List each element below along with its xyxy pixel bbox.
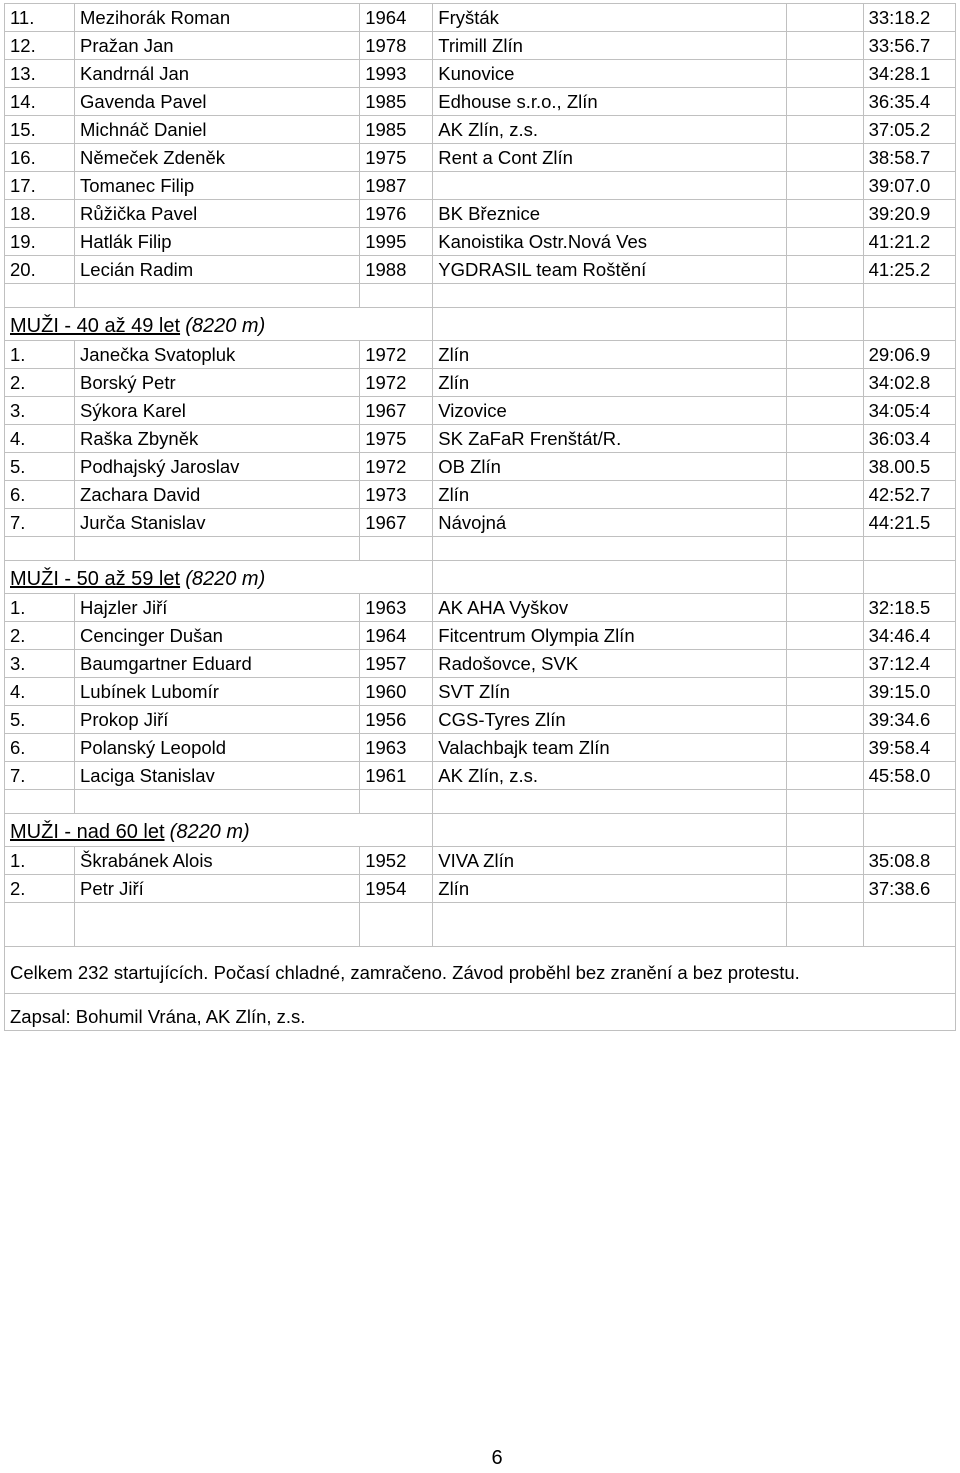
club-cell: OB Zlín (433, 453, 787, 481)
club-cell: Zlín (433, 481, 787, 509)
year-cell: 1960 (360, 678, 433, 706)
time-cell: 39:34.6 (863, 706, 955, 734)
section-distance: (8220 m) (185, 315, 266, 337)
club-cell: BK Březnice (433, 200, 787, 228)
name-cell: Borský Petr (75, 369, 360, 397)
empty-cell (787, 60, 863, 88)
empty-cell (433, 308, 787, 341)
name-cell: Růžička Pavel (75, 200, 360, 228)
name-cell: Podhajský Jaroslav (75, 453, 360, 481)
year-cell: 1964 (360, 622, 433, 650)
club-cell (433, 172, 787, 200)
year-cell: 1957 (360, 650, 433, 678)
section-distance: (8220 m) (185, 568, 266, 590)
time-cell: 37:12.4 (863, 650, 955, 678)
name-cell: Lubínek Lubomír (75, 678, 360, 706)
name-cell: Tomanec Filip (75, 172, 360, 200)
result-row (5, 228, 956, 256)
year-cell: 1972 (360, 341, 433, 369)
name-cell: Němeček Zdeněk (75, 144, 360, 172)
section-title: MUŽI - nad 60 let (10, 821, 165, 843)
empty-cell (360, 284, 433, 308)
time-cell: 39:07.0 (863, 172, 955, 200)
club-cell: AK Zlín, z.s. (433, 116, 787, 144)
empty-cell (787, 537, 863, 561)
empty-cell (787, 678, 863, 706)
empty-cell (433, 284, 787, 308)
time-cell: 33:18.2 (863, 4, 955, 32)
year-cell: 1972 (360, 369, 433, 397)
empty-cell (863, 308, 955, 341)
empty-cell (787, 650, 863, 678)
empty-cell (787, 790, 863, 814)
year-cell: 1995 (360, 228, 433, 256)
rank-cell: 7. (5, 509, 75, 537)
rank-cell: 1. (5, 847, 75, 875)
name-cell: Kandrnál Jan (75, 60, 360, 88)
rank-cell: 4. (5, 425, 75, 453)
result-row (5, 481, 956, 509)
club-cell: Návojná (433, 509, 787, 537)
year-cell: 1973 (360, 481, 433, 509)
year-cell: 1967 (360, 397, 433, 425)
rank-cell: 11. (5, 4, 75, 32)
rank-cell: 1. (5, 594, 75, 622)
time-cell: 39:15.0 (863, 678, 955, 706)
rank-cell: 14. (5, 88, 75, 116)
name-cell: Zachara David (75, 481, 360, 509)
club-cell: Trimill Zlín (433, 32, 787, 60)
note-row (5, 947, 956, 994)
rank-cell: 2. (5, 875, 75, 903)
empty-cell (5, 903, 75, 947)
rank-cell: 4. (5, 678, 75, 706)
result-row (5, 369, 956, 397)
name-cell: Janečka Svatopluk (75, 341, 360, 369)
club-cell: AK AHA Vyškov (433, 594, 787, 622)
name-cell: Polanský Leopold (75, 734, 360, 762)
name-cell: Michnáč Daniel (75, 116, 360, 144)
rank-cell: 19. (5, 228, 75, 256)
year-cell: 1967 (360, 509, 433, 537)
empty-cell (787, 453, 863, 481)
year-cell: 1985 (360, 116, 433, 144)
empty-cell (787, 341, 863, 369)
club-cell: VIVA Zlín (433, 847, 787, 875)
empty-cell (75, 537, 360, 561)
year-cell: 1978 (360, 32, 433, 60)
empty-cell (433, 561, 787, 594)
result-row (5, 341, 956, 369)
time-cell: 41:21.2 (863, 228, 955, 256)
empty-cell (787, 594, 863, 622)
club-cell: SVT Zlín (433, 678, 787, 706)
result-row (5, 397, 956, 425)
results-table (4, 3, 956, 1031)
rank-cell: 5. (5, 706, 75, 734)
empty-cell (787, 481, 863, 509)
empty-cell (787, 622, 863, 650)
empty-cell (787, 561, 863, 594)
section-heading (5, 561, 433, 594)
section-distance: (8220 m) (169, 821, 250, 843)
section-heading (5, 308, 433, 341)
year-cell: 1952 (360, 847, 433, 875)
empty-cell (787, 256, 863, 284)
empty-cell (5, 790, 75, 814)
time-cell: 37:05.2 (863, 116, 955, 144)
club-cell: Fitcentrum Olympia Zlín (433, 622, 787, 650)
rank-cell: 15. (5, 116, 75, 144)
name-cell: Mezihorák Roman (75, 4, 360, 32)
rank-cell: 17. (5, 172, 75, 200)
time-cell: 33:56.7 (863, 32, 955, 60)
name-cell: Gavenda Pavel (75, 88, 360, 116)
time-cell: 39:58.4 (863, 734, 955, 762)
empty-cell (863, 284, 955, 308)
rank-cell: 1. (5, 341, 75, 369)
empty-cell (360, 537, 433, 561)
result-row (5, 200, 956, 228)
name-cell: Hajzler Jiří (75, 594, 360, 622)
blank-row (5, 903, 956, 947)
club-cell: YGDRASIL team Roštění (433, 256, 787, 284)
year-cell: 1963 (360, 734, 433, 762)
rank-cell: 6. (5, 481, 75, 509)
empty-cell (863, 903, 955, 947)
name-cell: Cencinger Dušan (75, 622, 360, 650)
result-row (5, 256, 956, 284)
empty-cell (5, 284, 75, 308)
empty-cell (787, 369, 863, 397)
club-cell: Rent a Cont Zlín (433, 144, 787, 172)
time-cell: 39:20.9 (863, 200, 955, 228)
club-cell: Zlín (433, 875, 787, 903)
empty-cell (787, 875, 863, 903)
name-cell: Pražan Jan (75, 32, 360, 60)
result-row (5, 678, 956, 706)
recorder-row (5, 994, 956, 1031)
time-cell: 38:58.7 (863, 144, 955, 172)
results-table-body (5, 4, 956, 1031)
blank-row (5, 790, 956, 814)
recorder-note: Zapsal: Bohumil Vrána, AK Zlín, z.s. (5, 994, 956, 1031)
club-cell: Zlín (433, 341, 787, 369)
empty-cell (360, 790, 433, 814)
empty-cell (787, 509, 863, 537)
rank-cell: 2. (5, 622, 75, 650)
empty-cell (787, 814, 863, 847)
name-cell: Sýkora Karel (75, 397, 360, 425)
result-row (5, 594, 956, 622)
result-row (5, 144, 956, 172)
year-cell: 1954 (360, 875, 433, 903)
name-cell: Škrabánek Alois (75, 847, 360, 875)
result-row (5, 60, 956, 88)
rank-cell: 7. (5, 762, 75, 790)
empty-cell (787, 734, 863, 762)
name-cell: Raška Zbyněk (75, 425, 360, 453)
empty-cell (787, 847, 863, 875)
result-row (5, 509, 956, 537)
name-cell: Baumgartner Eduard (75, 650, 360, 678)
year-cell: 1987 (360, 172, 433, 200)
result-row (5, 4, 956, 32)
result-row (5, 847, 956, 875)
rank-cell: 13. (5, 60, 75, 88)
time-cell: 37:38.6 (863, 875, 955, 903)
name-cell: Prokop Jiří (75, 706, 360, 734)
result-row (5, 734, 956, 762)
year-cell: 1988 (360, 256, 433, 284)
empty-cell (433, 903, 787, 947)
rank-cell: 3. (5, 397, 75, 425)
section-title: MUŽI - 50 až 59 let (10, 568, 181, 590)
result-row (5, 453, 956, 481)
club-cell: AK Zlín, z.s. (433, 762, 787, 790)
club-cell: Edhouse s.r.o., Zlín (433, 88, 787, 116)
time-cell: 35:08.8 (863, 847, 955, 875)
name-cell: Laciga Stanislav (75, 762, 360, 790)
section-title: MUŽI - 40 až 49 let (10, 315, 181, 337)
section-header-row (5, 308, 956, 341)
club-cell: Zlín (433, 369, 787, 397)
empty-cell (787, 32, 863, 60)
race-note: Celkem 232 startujících. Počasí chladné, zamračeno. Závod proběhl bez zranění a bez protestu. (5, 947, 956, 994)
page-number: 6 (491, 1447, 503, 1469)
empty-cell (433, 814, 787, 847)
year-cell: 1976 (360, 200, 433, 228)
time-cell: 34:46.4 (863, 622, 955, 650)
year-cell: 1956 (360, 706, 433, 734)
empty-cell (863, 814, 955, 847)
empty-cell (787, 397, 863, 425)
empty-cell (863, 537, 955, 561)
time-cell: 36:35.4 (863, 88, 955, 116)
year-cell: 1975 (360, 144, 433, 172)
empty-cell (787, 706, 863, 734)
club-cell: CGS-Tyres Zlín (433, 706, 787, 734)
year-cell: 1972 (360, 453, 433, 481)
time-cell: 34:05:4 (863, 397, 955, 425)
empty-cell (5, 537, 75, 561)
empty-cell (787, 172, 863, 200)
name-cell: Petr Jiří (75, 875, 360, 903)
time-cell: 45:58.0 (863, 762, 955, 790)
club-cell: Valachbajk team Zlín (433, 734, 787, 762)
empty-cell (787, 308, 863, 341)
blank-row (5, 284, 956, 308)
rank-cell: 2. (5, 369, 75, 397)
name-cell: Jurča Stanislav (75, 509, 360, 537)
empty-cell (787, 284, 863, 308)
year-cell: 1964 (360, 4, 433, 32)
empty-cell (75, 284, 360, 308)
rank-cell: 12. (5, 32, 75, 60)
time-cell: 34:02.8 (863, 369, 955, 397)
result-row (5, 706, 956, 734)
empty-cell (787, 88, 863, 116)
section-header-row (5, 814, 956, 847)
time-cell: 32:18.5 (863, 594, 955, 622)
empty-cell (787, 228, 863, 256)
result-row (5, 650, 956, 678)
club-cell: Vizovice (433, 397, 787, 425)
section-heading (5, 814, 433, 847)
club-cell: Fryšták (433, 4, 787, 32)
empty-cell (75, 790, 360, 814)
result-row (5, 32, 956, 60)
club-cell: SK ZaFaR Frenštát/R. (433, 425, 787, 453)
result-row (5, 762, 956, 790)
result-row (5, 172, 956, 200)
club-cell: Radošovce, SVK (433, 650, 787, 678)
empty-cell (433, 537, 787, 561)
time-cell: 38.00.5 (863, 453, 955, 481)
empty-cell (75, 903, 360, 947)
empty-cell (433, 790, 787, 814)
year-cell: 1963 (360, 594, 433, 622)
year-cell: 1961 (360, 762, 433, 790)
empty-cell (787, 200, 863, 228)
result-row (5, 622, 956, 650)
rank-cell: 6. (5, 734, 75, 762)
result-row (5, 88, 956, 116)
time-cell: 44:21.5 (863, 509, 955, 537)
rank-cell: 18. (5, 200, 75, 228)
name-cell: Lecián Radim (75, 256, 360, 284)
result-row (5, 875, 956, 903)
empty-cell (787, 144, 863, 172)
empty-cell (787, 903, 863, 947)
result-row (5, 425, 956, 453)
section-header-row (5, 561, 956, 594)
time-cell: 29:06.9 (863, 341, 955, 369)
club-cell: Kunovice (433, 60, 787, 88)
rank-cell: 16. (5, 144, 75, 172)
blank-row (5, 537, 956, 561)
time-cell: 41:25.2 (863, 256, 955, 284)
time-cell: 36:03.4 (863, 425, 955, 453)
empty-cell (787, 425, 863, 453)
club-cell: Kanoistika Ostr.Nová Ves (433, 228, 787, 256)
time-cell: 34:28.1 (863, 60, 955, 88)
rank-cell: 5. (5, 453, 75, 481)
rank-cell: 3. (5, 650, 75, 678)
time-cell: 42:52.7 (863, 481, 955, 509)
rank-cell: 20. (5, 256, 75, 284)
empty-cell (787, 762, 863, 790)
empty-cell (787, 116, 863, 144)
empty-cell (360, 903, 433, 947)
year-cell: 1975 (360, 425, 433, 453)
year-cell: 1985 (360, 88, 433, 116)
empty-cell (863, 790, 955, 814)
result-row (5, 116, 956, 144)
year-cell: 1993 (360, 60, 433, 88)
empty-cell (863, 561, 955, 594)
name-cell: Hatlák Filip (75, 228, 360, 256)
empty-cell (787, 4, 863, 32)
